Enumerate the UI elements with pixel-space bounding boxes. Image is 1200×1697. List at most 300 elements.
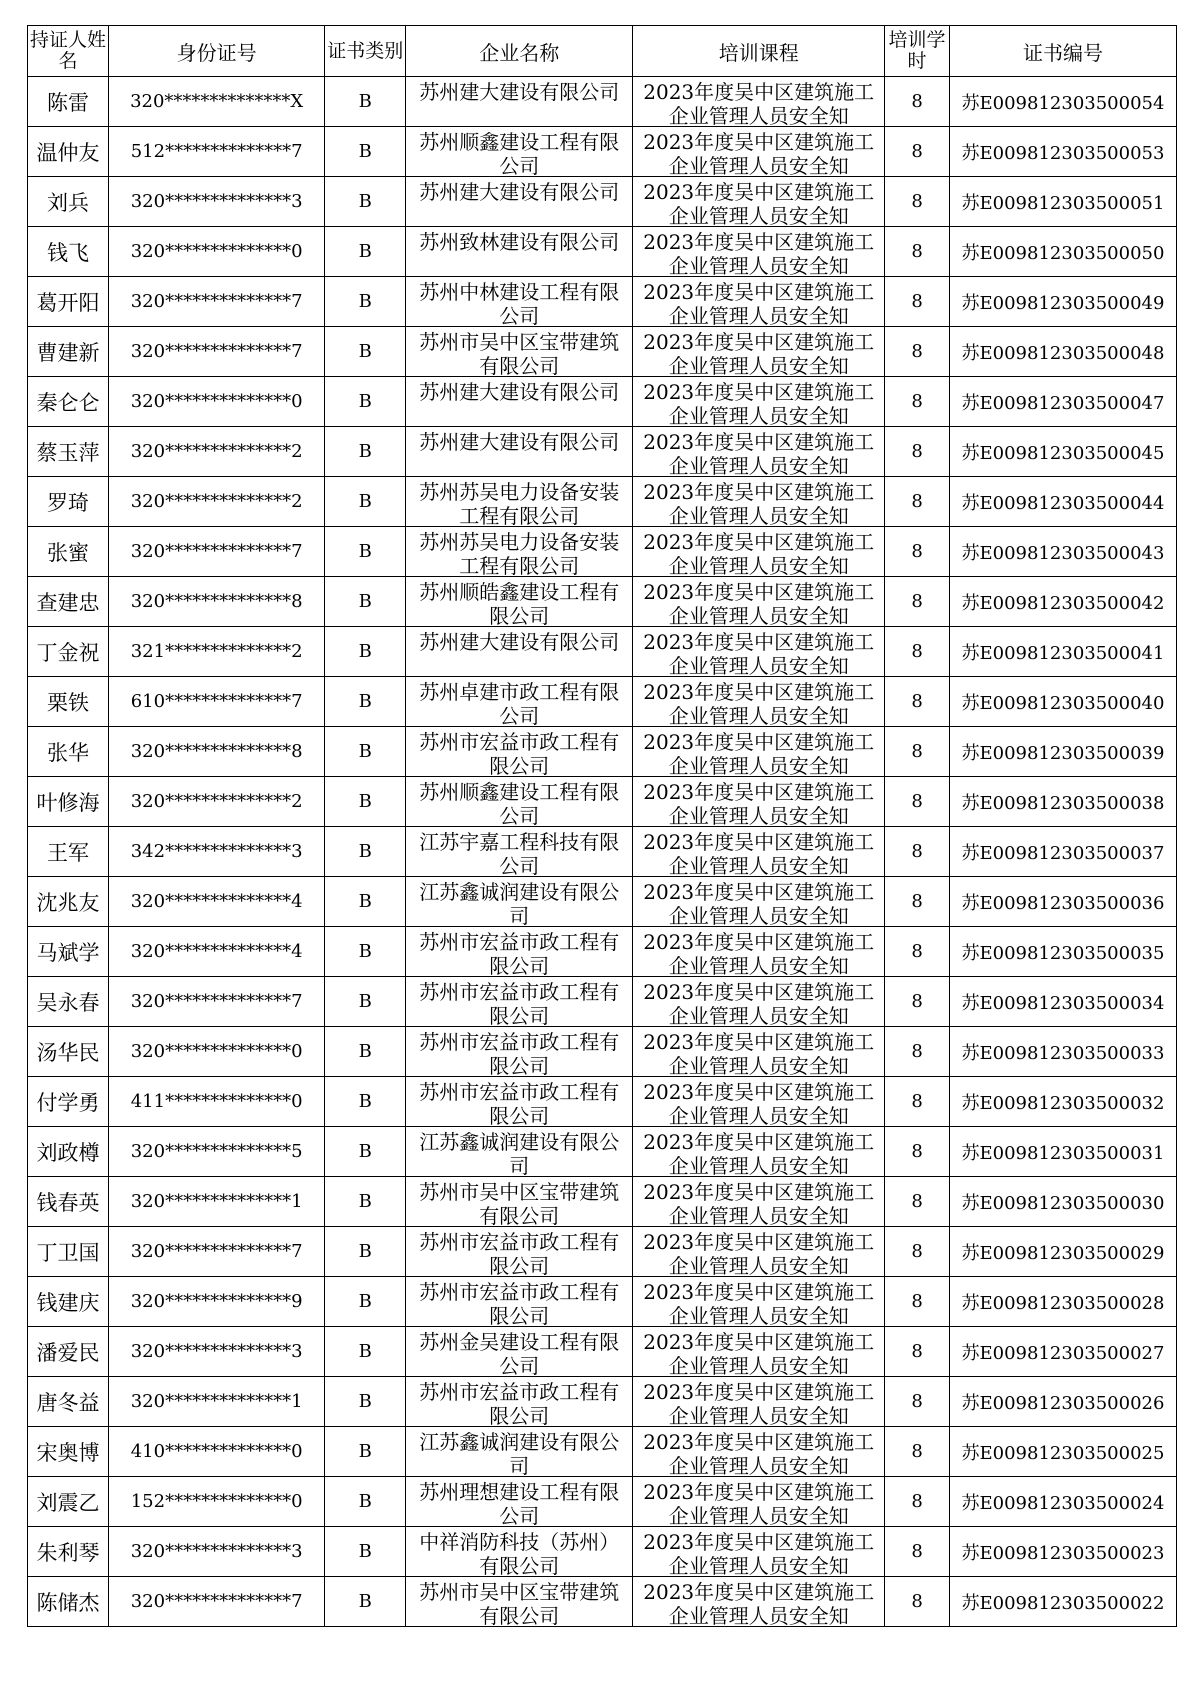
company-cell	[406, 1427, 633, 1477]
course-cell-text: 2023年度吴中区建筑施工企业管理人员安全知	[643, 480, 875, 525]
id-cell: 321**************2	[109, 627, 325, 677]
id-cell: 320**************7	[109, 977, 325, 1027]
company-cell-text: 苏州中林建设工程有限公司	[419, 280, 620, 325]
id-cell: 320**************8	[109, 727, 325, 777]
company-cell	[406, 77, 633, 127]
course-cell-text: 2023年度吴中区建筑施工企业管理人员安全知	[643, 1330, 875, 1375]
course-cell	[633, 727, 885, 777]
category-cell: B	[325, 627, 406, 677]
course-cell	[633, 177, 885, 227]
category-cell: B	[325, 227, 406, 277]
course-cell-text: 2023年度吴中区建筑施工企业管理人员安全知	[643, 230, 875, 275]
course-cell-text: 2023年度吴中区建筑施工企业管理人员安全知	[643, 130, 875, 175]
hours-cell: 8	[885, 1527, 950, 1577]
table-row	[28, 327, 1177, 377]
company-cell-text: 苏州苏吴电力设备安装工程有限公司	[419, 480, 620, 525]
category-cell: B	[325, 1377, 406, 1427]
course-cell	[633, 1227, 885, 1277]
category-cell: B	[325, 827, 406, 877]
table-row	[28, 377, 1177, 427]
table-row	[28, 277, 1177, 327]
id-cell: 320**************0	[109, 1027, 325, 1077]
cert-no-cell: 苏E009812303500029	[949, 1227, 1176, 1277]
course-cell-text: 2023年度吴中区建筑施工企业管理人员安全知	[643, 330, 875, 375]
category-cell: B	[325, 1527, 406, 1577]
name-cell: 蔡玉萍	[28, 427, 109, 477]
hours-cell: 8	[885, 227, 950, 277]
hours-cell: 8	[885, 1327, 950, 1377]
id-cell: 320**************7	[109, 327, 325, 377]
cert-no-cell: 苏E009812303500049	[949, 277, 1176, 327]
name-cell: 付学勇	[28, 1077, 109, 1127]
category-cell: B	[325, 977, 406, 1027]
company-cell	[406, 477, 633, 527]
company-cell-text: 苏州市吴中区宝带建筑有限公司	[419, 1180, 620, 1225]
company-cell	[406, 927, 633, 977]
category-cell: B	[325, 677, 406, 727]
hours-cell: 8	[885, 727, 950, 777]
cert-no-cell: 苏E009812303500027	[949, 1327, 1176, 1377]
category-cell: B	[325, 1277, 406, 1327]
header-cert-no: 证书编号	[949, 26, 1176, 77]
id-cell: 410**************0	[109, 1427, 325, 1477]
header-course: 培训课程	[633, 26, 885, 77]
course-cell-text: 2023年度吴中区建筑施工企业管理人员安全知	[643, 1580, 875, 1625]
cert-no-cell: 苏E009812303500037	[949, 827, 1176, 877]
id-cell: 610**************7	[109, 677, 325, 727]
company-cell-text: 苏州市宏益市政工程有限公司	[419, 1080, 620, 1125]
id-cell: 320**************2	[109, 427, 325, 477]
certificate-table	[27, 25, 1177, 1627]
course-cell-text: 2023年度吴中区建筑施工企业管理人员安全知	[643, 1380, 875, 1425]
id-cell: 320**************7	[109, 527, 325, 577]
company-cell	[406, 727, 633, 777]
hours-cell: 8	[885, 127, 950, 177]
cert-no-cell: 苏E009812303500035	[949, 927, 1176, 977]
company-cell-text: 苏州市吴中区宝带建筑有限公司	[419, 1580, 620, 1625]
table-row	[28, 127, 1177, 177]
company-cell-text: 苏州市宏益市政工程有限公司	[419, 1380, 620, 1425]
header-name: 持证人姓名	[28, 26, 109, 77]
course-cell	[633, 1477, 885, 1527]
category-cell: B	[325, 427, 406, 477]
name-cell: 潘爱民	[28, 1327, 109, 1377]
id-cell: 320**************0	[109, 227, 325, 277]
company-cell-text: 苏州顺鑫建设工程有限公司	[419, 130, 620, 175]
name-cell: 栗铁	[28, 677, 109, 727]
company-cell	[406, 1577, 633, 1627]
cert-no-cell: 苏E009812303500026	[949, 1377, 1176, 1427]
course-cell	[633, 1127, 885, 1177]
name-cell: 钱飞	[28, 227, 109, 277]
company-cell	[406, 1027, 633, 1077]
cert-no-cell: 苏E009812303500030	[949, 1177, 1176, 1227]
hours-cell: 8	[885, 1277, 950, 1327]
name-cell: 张蜜	[28, 527, 109, 577]
company-cell-text: 中祥消防科技（苏州）有限公司	[419, 1530, 620, 1575]
company-cell-text: 苏州理想建设工程有限公司	[419, 1480, 620, 1525]
name-cell: 曹建新	[28, 327, 109, 377]
course-cell-text: 2023年度吴中区建筑施工企业管理人员安全知	[643, 680, 875, 725]
id-cell: 342**************3	[109, 827, 325, 877]
name-cell: 吴永春	[28, 977, 109, 1027]
company-cell-text: 苏州顺鑫建设工程有限公司	[419, 780, 620, 825]
course-cell-text: 2023年度吴中区建筑施工企业管理人员安全知	[643, 780, 875, 825]
course-cell	[633, 77, 885, 127]
hours-cell: 8	[885, 377, 950, 427]
table-row	[28, 827, 1177, 877]
company-cell-text: 苏州顺皓鑫建设工程有限公司	[419, 580, 620, 625]
header-row	[28, 26, 1177, 77]
course-cell-text: 2023年度吴中区建筑施工企业管理人员安全知	[643, 1130, 875, 1175]
company-cell-text: 苏州市宏益市政工程有限公司	[419, 1280, 620, 1325]
category-cell: B	[325, 177, 406, 227]
company-cell	[406, 177, 633, 227]
table-row	[28, 77, 1177, 127]
company-cell-text: 苏州卓建市政工程有限公司	[419, 680, 620, 725]
header-id: 身份证号	[109, 26, 325, 77]
name-cell: 唐冬益	[28, 1377, 109, 1427]
company-cell	[406, 1177, 633, 1227]
category-cell: B	[325, 77, 406, 127]
table-row	[28, 1577, 1177, 1627]
cert-no-cell: 苏E009812303500042	[949, 577, 1176, 627]
course-cell	[633, 1327, 885, 1377]
table-row	[28, 627, 1177, 677]
company-cell	[406, 1377, 633, 1427]
cert-no-cell: 苏E009812303500040	[949, 677, 1176, 727]
course-cell-text: 2023年度吴中区建筑施工企业管理人员安全知	[643, 80, 875, 125]
company-cell-text: 江苏鑫诚润建设有限公司	[419, 1130, 620, 1175]
course-cell	[633, 427, 885, 477]
table-row	[28, 427, 1177, 477]
name-cell: 陈雷	[28, 77, 109, 127]
hours-cell: 8	[885, 77, 950, 127]
course-cell-text: 2023年度吴中区建筑施工企业管理人员安全知	[643, 630, 875, 675]
course-cell-text: 2023年度吴中区建筑施工企业管理人员安全知	[643, 830, 875, 875]
course-cell	[633, 1177, 885, 1227]
company-cell-text: 苏州建大建设有限公司	[419, 630, 620, 654]
company-cell	[406, 127, 633, 177]
course-cell-text: 2023年度吴中区建筑施工企业管理人员安全知	[643, 530, 875, 575]
company-cell	[406, 427, 633, 477]
course-cell-text: 2023年度吴中区建筑施工企业管理人员安全知	[643, 430, 875, 475]
table-row	[28, 1477, 1177, 1527]
course-cell	[633, 1527, 885, 1577]
company-cell-text: 苏州市宏益市政工程有限公司	[419, 1030, 620, 1075]
hours-cell: 8	[885, 677, 950, 727]
hours-cell: 8	[885, 977, 950, 1027]
table-row	[28, 227, 1177, 277]
category-cell: B	[325, 1227, 406, 1277]
category-cell: B	[325, 1027, 406, 1077]
course-cell	[633, 1427, 885, 1477]
course-cell	[633, 227, 885, 277]
table-row	[28, 527, 1177, 577]
company-cell-text: 苏州市宏益市政工程有限公司	[419, 730, 620, 775]
header-hours: 培训学时	[885, 26, 950, 77]
cert-no-cell: 苏E009812303500032	[949, 1077, 1176, 1127]
company-cell	[406, 577, 633, 627]
company-cell-text: 苏州建大建设有限公司	[419, 180, 620, 204]
category-cell: B	[325, 127, 406, 177]
name-cell: 刘震乙	[28, 1477, 109, 1527]
hours-cell: 8	[885, 277, 950, 327]
table-row	[28, 977, 1177, 1027]
company-cell	[406, 1327, 633, 1377]
company-cell	[406, 1527, 633, 1577]
cert-no-cell: 苏E009812303500053	[949, 127, 1176, 177]
name-cell: 秦仑仑	[28, 377, 109, 427]
hours-cell: 8	[885, 1177, 950, 1227]
id-cell: 320**************0	[109, 377, 325, 427]
cert-no-cell: 苏E009812303500050	[949, 227, 1176, 277]
hours-cell: 8	[885, 1377, 950, 1427]
category-cell: B	[325, 1327, 406, 1377]
company-cell-text: 江苏鑫诚润建设有限公司	[419, 1430, 620, 1475]
cert-no-cell: 苏E009812303500036	[949, 877, 1176, 927]
header-category: 证书类别	[325, 26, 406, 77]
id-cell: 320**************5	[109, 1127, 325, 1177]
category-cell: B	[325, 877, 406, 927]
company-cell-text: 苏州市吴中区宝带建筑有限公司	[419, 330, 620, 375]
id-cell: 320**************8	[109, 577, 325, 627]
hours-cell: 8	[885, 1227, 950, 1277]
name-cell: 陈储杰	[28, 1577, 109, 1627]
hours-cell: 8	[885, 177, 950, 227]
table-body	[28, 77, 1177, 1627]
company-cell-text: 苏州市宏益市政工程有限公司	[419, 1230, 620, 1275]
cert-no-cell: 苏E009812303500034	[949, 977, 1176, 1027]
category-cell: B	[325, 1427, 406, 1477]
hours-cell: 8	[885, 327, 950, 377]
name-cell: 王军	[28, 827, 109, 877]
course-cell	[633, 577, 885, 627]
cert-no-cell: 苏E009812303500043	[949, 527, 1176, 577]
cert-no-cell: 苏E009812303500024	[949, 1477, 1176, 1527]
category-cell: B	[325, 1477, 406, 1527]
table-row	[28, 1227, 1177, 1277]
name-cell: 宋奥博	[28, 1427, 109, 1477]
company-cell	[406, 527, 633, 577]
name-cell: 叶修海	[28, 777, 109, 827]
name-cell: 钱春英	[28, 1177, 109, 1227]
name-cell: 罗琦	[28, 477, 109, 527]
cert-no-cell: 苏E009812303500044	[949, 477, 1176, 527]
company-cell	[406, 777, 633, 827]
company-cell	[406, 677, 633, 727]
cert-no-cell: 苏E009812303500048	[949, 327, 1176, 377]
hours-cell: 8	[885, 927, 950, 977]
company-cell-text: 苏州市宏益市政工程有限公司	[419, 980, 620, 1025]
name-cell: 汤华民	[28, 1027, 109, 1077]
company-cell-text: 苏州建大建设有限公司	[419, 80, 620, 104]
table-row	[28, 577, 1177, 627]
id-cell: 320**************2	[109, 777, 325, 827]
table-row	[28, 177, 1177, 227]
course-cell	[633, 1027, 885, 1077]
id-cell: 320**************1	[109, 1177, 325, 1227]
hours-cell: 8	[885, 577, 950, 627]
table-row	[28, 1527, 1177, 1577]
course-cell	[633, 777, 885, 827]
company-cell-text: 苏州建大建设有限公司	[419, 430, 620, 454]
course-cell-text: 2023年度吴中区建筑施工企业管理人员安全知	[643, 930, 875, 975]
table-row	[28, 1377, 1177, 1427]
company-cell	[406, 1477, 633, 1527]
hours-cell: 8	[885, 1427, 950, 1477]
id-cell: 320**************3	[109, 177, 325, 227]
company-cell	[406, 827, 633, 877]
name-cell: 查建忠	[28, 577, 109, 627]
course-cell	[633, 127, 885, 177]
header-company: 企业名称	[406, 26, 633, 77]
course-cell-text: 2023年度吴中区建筑施工企业管理人员安全知	[643, 1430, 875, 1475]
course-cell	[633, 927, 885, 977]
id-cell: 320**************3	[109, 1327, 325, 1377]
course-cell	[633, 1277, 885, 1327]
category-cell: B	[325, 577, 406, 627]
name-cell: 朱利琴	[28, 1527, 109, 1577]
course-cell	[633, 877, 885, 927]
course-cell	[633, 1577, 885, 1627]
hours-cell: 8	[885, 1077, 950, 1127]
hours-cell: 8	[885, 1577, 950, 1627]
company-cell	[406, 1077, 633, 1127]
course-cell-text: 2023年度吴中区建筑施工企业管理人员安全知	[643, 1230, 875, 1275]
hours-cell: 8	[885, 427, 950, 477]
name-cell: 葛开阳	[28, 277, 109, 327]
company-cell-text: 苏州市宏益市政工程有限公司	[419, 930, 620, 975]
company-cell	[406, 877, 633, 927]
name-cell: 丁卫国	[28, 1227, 109, 1277]
name-cell: 钱建庆	[28, 1277, 109, 1327]
hours-cell: 8	[885, 527, 950, 577]
id-cell: 512**************7	[109, 127, 325, 177]
hours-cell: 8	[885, 777, 950, 827]
course-cell-text: 2023年度吴中区建筑施工企业管理人员安全知	[643, 1530, 875, 1575]
hours-cell: 8	[885, 1127, 950, 1177]
table-row	[28, 877, 1177, 927]
id-cell: 320**************9	[109, 1277, 325, 1327]
id-cell: 320**************2	[109, 477, 325, 527]
hours-cell: 8	[885, 1477, 950, 1527]
table-row	[28, 727, 1177, 777]
company-cell	[406, 327, 633, 377]
cert-no-cell: 苏E009812303500039	[949, 727, 1176, 777]
table-row	[28, 677, 1177, 727]
course-cell	[633, 377, 885, 427]
course-cell	[633, 677, 885, 727]
category-cell: B	[325, 1127, 406, 1177]
cert-no-cell: 苏E009812303500033	[949, 1027, 1176, 1077]
category-cell: B	[325, 377, 406, 427]
category-cell: B	[325, 927, 406, 977]
cert-no-cell: 苏E009812303500022	[949, 1577, 1176, 1627]
course-cell	[633, 527, 885, 577]
cert-no-cell: 苏E009812303500038	[949, 777, 1176, 827]
course-cell	[633, 477, 885, 527]
table-row	[28, 927, 1177, 977]
category-cell: B	[325, 1077, 406, 1127]
hours-cell: 8	[885, 627, 950, 677]
name-cell: 温仲友	[28, 127, 109, 177]
category-cell: B	[325, 327, 406, 377]
company-cell	[406, 1277, 633, 1327]
company-cell-text: 苏州苏吴电力设备安装工程有限公司	[419, 530, 620, 575]
table-row	[28, 1277, 1177, 1327]
hours-cell: 8	[885, 1027, 950, 1077]
table-row	[28, 1077, 1177, 1127]
company-cell-text: 苏州金吴建设工程有限公司	[419, 1330, 620, 1375]
cert-no-cell: 苏E009812303500054	[949, 77, 1176, 127]
category-cell: B	[325, 727, 406, 777]
name-cell: 沈兆友	[28, 877, 109, 927]
course-cell-text: 2023年度吴中区建筑施工企业管理人员安全知	[643, 380, 875, 425]
hours-cell: 8	[885, 827, 950, 877]
table-row	[28, 1127, 1177, 1177]
company-cell-text: 苏州致林建设有限公司	[419, 230, 620, 254]
id-cell: 320**************X	[109, 77, 325, 127]
table-row	[28, 1327, 1177, 1377]
company-cell	[406, 227, 633, 277]
cert-no-cell: 苏E009812303500047	[949, 377, 1176, 427]
table-row	[28, 1427, 1177, 1477]
id-cell: 411**************0	[109, 1077, 325, 1127]
company-cell	[406, 1127, 633, 1177]
hours-cell: 8	[885, 877, 950, 927]
category-cell: B	[325, 477, 406, 527]
course-cell-text: 2023年度吴中区建筑施工企业管理人员安全知	[643, 580, 875, 625]
name-cell: 马斌学	[28, 927, 109, 977]
company-cell-text: 苏州建大建设有限公司	[419, 380, 620, 404]
table-row	[28, 1027, 1177, 1077]
category-cell: B	[325, 777, 406, 827]
name-cell: 丁金祝	[28, 627, 109, 677]
course-cell-text: 2023年度吴中区建筑施工企业管理人员安全知	[643, 980, 875, 1025]
id-cell: 320**************3	[109, 1527, 325, 1577]
company-cell	[406, 277, 633, 327]
company-cell	[406, 377, 633, 427]
course-cell-text: 2023年度吴中区建筑施工企业管理人员安全知	[643, 1280, 875, 1325]
course-cell	[633, 627, 885, 677]
course-cell	[633, 277, 885, 327]
course-cell-text: 2023年度吴中区建筑施工企业管理人员安全知	[643, 1180, 875, 1225]
course-cell	[633, 1377, 885, 1427]
course-cell-text: 2023年度吴中区建筑施工企业管理人员安全知	[643, 1080, 875, 1125]
id-cell: 320**************4	[109, 927, 325, 977]
cert-no-cell: 苏E009812303500041	[949, 627, 1176, 677]
cert-no-cell: 苏E009812303500045	[949, 427, 1176, 477]
course-cell-text: 2023年度吴中区建筑施工企业管理人员安全知	[643, 1030, 875, 1075]
course-cell-text: 2023年度吴中区建筑施工企业管理人员安全知	[643, 730, 875, 775]
hours-cell: 8	[885, 477, 950, 527]
id-cell: 320**************1	[109, 1377, 325, 1427]
course-cell	[633, 977, 885, 1027]
course-cell	[633, 1077, 885, 1127]
cert-no-cell: 苏E009812303500031	[949, 1127, 1176, 1177]
name-cell: 刘政樽	[28, 1127, 109, 1177]
cert-no-cell: 苏E009812303500025	[949, 1427, 1176, 1477]
table-row	[28, 477, 1177, 527]
course-cell-text: 2023年度吴中区建筑施工企业管理人员安全知	[643, 180, 875, 225]
company-cell-text: 江苏鑫诚润建设有限公司	[419, 880, 620, 925]
course-cell	[633, 827, 885, 877]
course-cell-text: 2023年度吴中区建筑施工企业管理人员安全知	[643, 280, 875, 325]
course-cell	[633, 327, 885, 377]
cert-no-cell: 苏E009812303500051	[949, 177, 1176, 227]
cert-no-cell: 苏E009812303500028	[949, 1277, 1176, 1327]
